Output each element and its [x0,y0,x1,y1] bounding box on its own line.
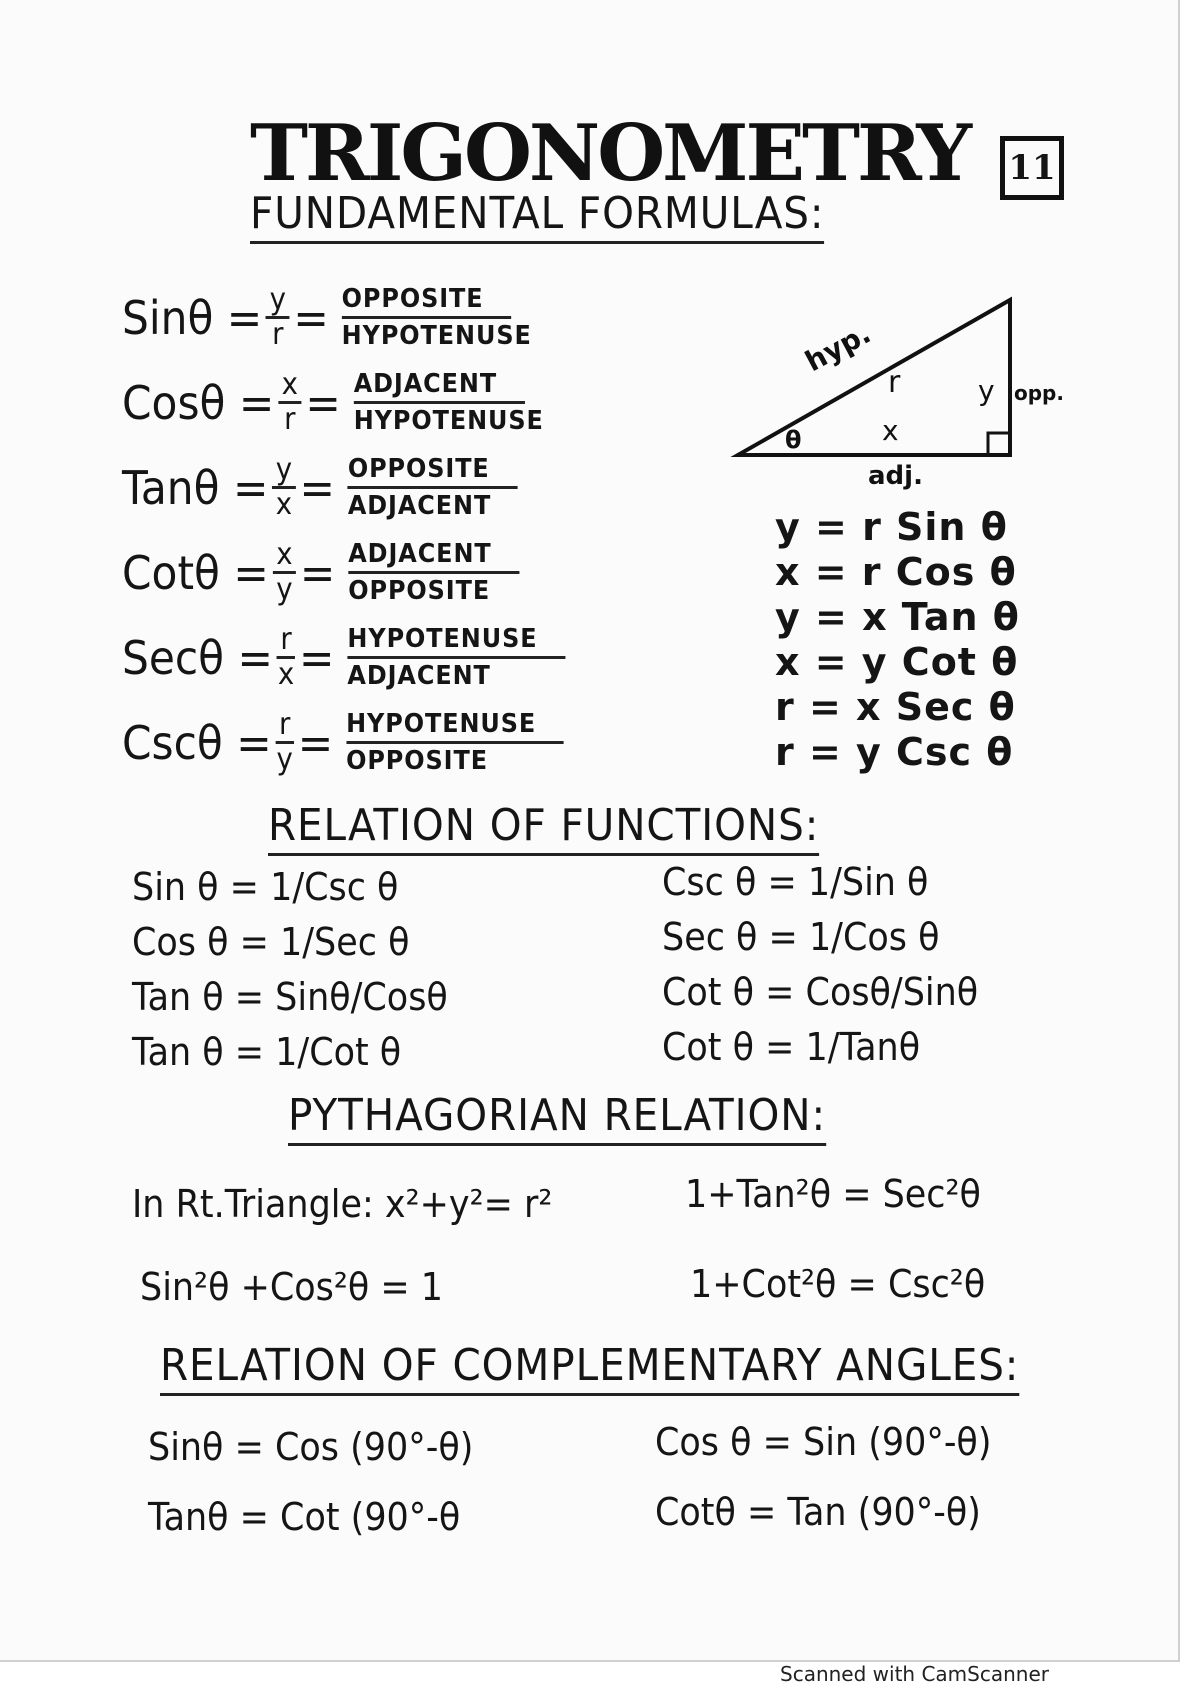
word-denominator: OPPOSITE [346,746,488,776]
formula-lhs: Cotθ = [122,545,269,600]
label-x: x [882,414,899,447]
heading-functions: RELATION OF FUNCTIONS: [268,800,819,856]
function-relation: Sin θ = 1/Csc θ [132,865,399,909]
function-relation: Tan θ = Sinθ/Cosθ [132,975,448,1019]
formula-row [122,707,564,778]
heading-fundamental: FUNDAMENTAL FORMULAS: [250,188,824,244]
label-theta: θ [785,426,802,454]
word-fraction [348,537,519,608]
complementary-relation: Cotθ = Tan (90°-θ) [655,1490,981,1534]
function-relation: Tan θ = 1/Cot θ [132,1030,402,1074]
word-numerator: OPPOSITE [348,452,517,489]
fraction-denominator: x [277,657,295,692]
word-fraction [346,707,564,778]
label-hyp: hyp. [799,316,877,379]
fraction-numerator: r [275,709,294,744]
pythagorean-relation: 1+Tan²θ = Sec²θ [685,1172,981,1216]
complementary-relation: Tanθ = Cot (90°-θ [148,1495,461,1539]
heading-pythagorean: PYTHAGORIAN RELATION: [288,1090,826,1146]
formula-lhs: Cscθ = [122,715,272,770]
fraction-denominator: y [276,742,293,777]
pythagorean-relation: In Rt.Triangle: x²+y²= r² [132,1182,553,1226]
equals-sign: = [299,460,335,515]
function-relation: Cot θ = Cosθ/Sinθ [662,970,979,1014]
fraction [275,709,294,776]
equals-sign: = [299,545,336,600]
heading-complementary: RELATION OF COMPLEMENTARY ANGLES: [160,1340,1019,1396]
side-relation: r = x Sec θ [775,685,1016,729]
word-fraction [347,622,565,693]
label-adj: adj. [868,461,923,490]
right-triangle-diagram [720,290,1080,490]
fraction-numerator: r [277,624,296,659]
formula-lhs: Cosθ = [122,375,275,430]
fraction [278,369,302,436]
word-numerator: ADJACENT [354,367,525,404]
fraction-denominator: y [276,572,293,607]
scanner-watermark: Scanned with CamScanner [780,1662,1049,1686]
fraction-numerator: x [278,369,302,404]
fraction-numerator: y [266,284,290,319]
fraction [273,539,297,606]
side-relation: r = y Csc θ [775,730,1014,774]
pythagorean-relation: Sin²θ +Cos²θ = 1 [140,1265,444,1309]
fraction-denominator: x [275,487,293,522]
formula-row [122,537,519,608]
word-fraction [342,282,532,353]
fraction [272,454,296,521]
function-relation: Sec θ = 1/Cos θ [662,915,940,959]
equals-sign: = [305,375,341,430]
formula-lhs: Secθ = [122,630,273,685]
formula-lhs: Sinθ = [122,290,263,345]
formula-row [122,367,544,438]
fraction-numerator: x [273,539,297,574]
formula-lhs: Tanθ = [122,460,269,515]
formula-row [122,282,532,353]
word-denominator: HYPOTENUSE [341,321,532,351]
side-relation: y = x Tan θ [775,595,1020,639]
equals-sign: = [293,290,329,345]
complementary-relation: Sinθ = Cos (90°-θ) [148,1425,474,1469]
equals-sign: = [297,715,334,770]
word-numerator: HYPOTENUSE [347,622,565,659]
side-relation: y = r Sin θ [775,505,1008,549]
right-angle-marker [988,433,1010,455]
label-opp: opp. [1014,381,1064,405]
fraction [266,284,290,351]
formula-row [122,622,565,693]
formula-row [122,452,517,523]
label-r: r [888,365,901,400]
fraction-denominator: r [284,402,296,437]
word-denominator: ADJACENT [347,661,491,691]
function-relation: Cot θ = 1/Tanθ [662,1025,921,1069]
word-numerator: ADJACENT [348,537,519,574]
fraction [277,624,296,691]
page-title: TRIGONOMETRY [250,108,970,199]
complementary-relation: Cos θ = Sin (90°-θ) [655,1420,992,1464]
fraction-numerator: y [272,454,296,489]
side-relation: x = y Cot θ [775,640,1019,684]
word-fraction [348,452,517,523]
word-numerator: HYPOTENUSE [346,707,564,744]
page-number-box: 11 [1000,136,1064,200]
word-denominator: OPPOSITE [348,576,491,606]
function-relation: Cos θ = 1/Sec θ [132,920,410,964]
word-fraction [354,367,544,438]
pythagorean-relation: 1+Cot²θ = Csc²θ [690,1262,986,1306]
side-relation: x = r Cos θ [775,550,1017,594]
function-relation: Csc θ = 1/Sin θ [662,860,929,904]
word-denominator: HYPOTENUSE [353,406,544,436]
equals-sign: = [299,630,335,685]
word-numerator: OPPOSITE [342,282,511,319]
fraction-denominator: r [272,317,284,352]
word-denominator: ADJACENT [347,491,492,521]
label-y: y [978,374,995,407]
triangle-shape [738,300,1010,455]
